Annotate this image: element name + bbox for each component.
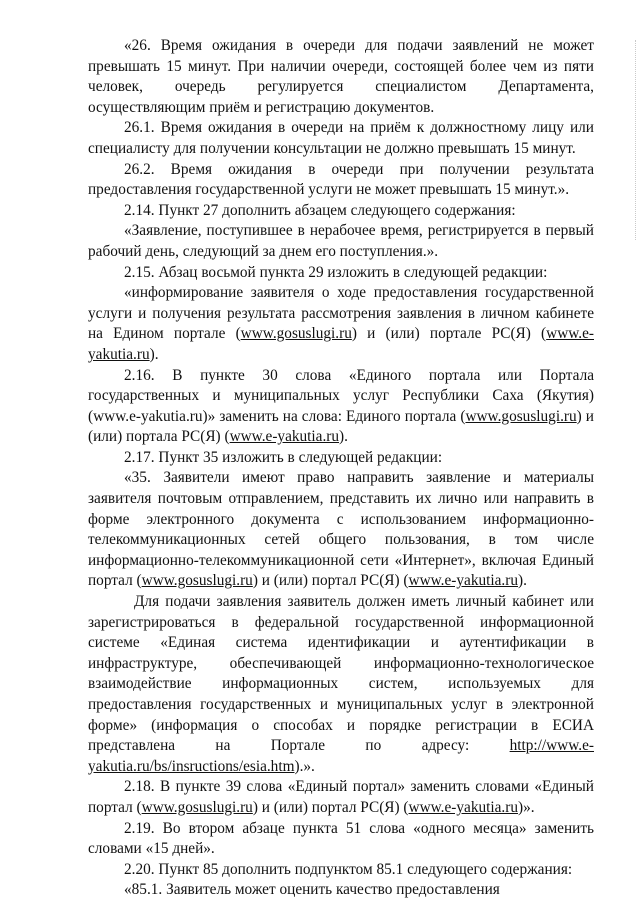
text-segment: )». xyxy=(517,798,535,816)
text-segment: ). xyxy=(149,345,159,363)
text-segment: 2.16. В пункте 30 слова «Единого портала или Портала государственных и муниципальных услуг Республики Саха (Якутия) (www.e-yakutia.ru)» заменить на слова: Единого портала ( xyxy=(88,366,594,425)
paragraph-2-17: 2.17. Пункт 35 изложить в следующей редакции: xyxy=(124,448,443,466)
link-gosuslugi[interactable]: www.gosuslugi.ru xyxy=(141,798,253,816)
text-segment: ).». xyxy=(294,757,315,775)
link-e-yakutia[interactable]: www.e-yakutia.ru xyxy=(229,428,340,446)
text-segment: 2.18. В пункте 39 слова «Единый портал» заменить словами «Единый портал ( xyxy=(88,778,594,816)
text-segment: ) и (или) портала РС(Я) ( xyxy=(88,407,594,446)
paragraph-26-2: 26.2. Время ожидания в очереди при получении результата предоставления государственной услуги не может превышать 15 минут.». xyxy=(88,160,594,199)
link-e-yakutia[interactable]: www.e-yakutia.ru xyxy=(408,572,518,590)
text-segment: «информирование заявителя о ходе предоставления государственной услуги и получения результата рассмотрения заявления в личном кабинете на Едином портале ( xyxy=(88,284,594,343)
paragraph-2-15-quote xyxy=(88,283,594,365)
paragraph-26-1: 26.1. Время ожидания в очереди на приём к должностному лицу или специалисту для получении консультации не должно превышать 15 минут. xyxy=(88,119,594,157)
paragraph-35 xyxy=(88,468,594,592)
scan-edge-marks xyxy=(629,40,636,240)
text-segment: Для подачи заявления заявитель должен иметь личный кабинет или зарегистрироваться в федеральной государственной информационной системе «Единая система идентификации и аутентификации в инфраструктуре, обеспечивающей информационно-технологическое взаимодействие информационных систем, используемых для предоставления государственных и муниципальных услуг в электронной форме» (информация о способах и порядке регистрации в ЕСИА представлена на Портале по адресу: xyxy=(88,593,594,755)
document-body xyxy=(88,36,594,901)
link-gosuslugi[interactable]: www.gosuslugi.ru xyxy=(465,407,577,425)
paragraph-2-16 xyxy=(88,366,594,448)
paragraph-2-18 xyxy=(88,777,594,818)
paragraph-2-20: 2.20. Пункт 85 дополнить подпунктом 85.1 следующего содержания: xyxy=(124,860,573,878)
link-gosuslugi[interactable]: www.gosuslugi.ru xyxy=(240,325,352,343)
link-e-yakutia[interactable]: www.e-yakutia.ru xyxy=(88,325,594,363)
link-esia-instructions[interactable]: http://www.e-yakutia.ru/bs/insructions/esia.htm xyxy=(88,737,594,775)
paragraph-26: «26. Время ожидания в очереди для подачи заявлений не может превышать 15 минут. При наличии очереди, состоящей более чем из пяти человек, очередь регулируется специалистом Департамента, осуществляющим приём и регистрацию документов. xyxy=(88,37,594,116)
paragraph-2-14: 2.14. Пункт 27 дополнить абзацем следующего содержания: xyxy=(124,201,516,219)
paragraph-2-14-quote: «Заявление, поступившее в нерабочее время, регистрируется в первый рабочий день, следующий за днем его поступления.». xyxy=(88,222,594,260)
text-segment: ) и (или) портал РС(Я) ( xyxy=(252,572,409,590)
text-segment: ) и (или) портале РС(Я) ( xyxy=(351,325,547,343)
text-segment: «35. Заявители имеют право направить заявление и материалы заявителя почтовым отправлением, представить их лично или направить в форме электронного документа с использованием информационно-телекоммуникационных сетей общего пользования, в том числе информационно-телекоммуникационной сети «Интернет», включая Единый портал ( xyxy=(88,469,594,590)
text-segment: ). xyxy=(339,428,348,446)
link-gosuslugi[interactable]: www.gosuslugi.ru xyxy=(141,572,253,590)
paragraph-2-15: 2.15. Абзац восьмой пункта 29 изложить в следующей редакции: xyxy=(124,263,548,281)
text-segment: ) и (или) портал РС(Я) ( xyxy=(252,798,409,816)
text-segment: ). xyxy=(517,572,527,590)
link-e-yakutia[interactable]: www.e-yakutia.ru xyxy=(408,798,518,816)
paragraph-35-registration xyxy=(88,592,594,777)
paragraph-85-1: «85.1. Заявитель может оценить качество предоставления xyxy=(124,881,500,899)
paragraph-2-19: 2.19. Во втором абзаце пункта 51 слова «одного месяца» заменить словами «15 дней». xyxy=(88,819,594,858)
